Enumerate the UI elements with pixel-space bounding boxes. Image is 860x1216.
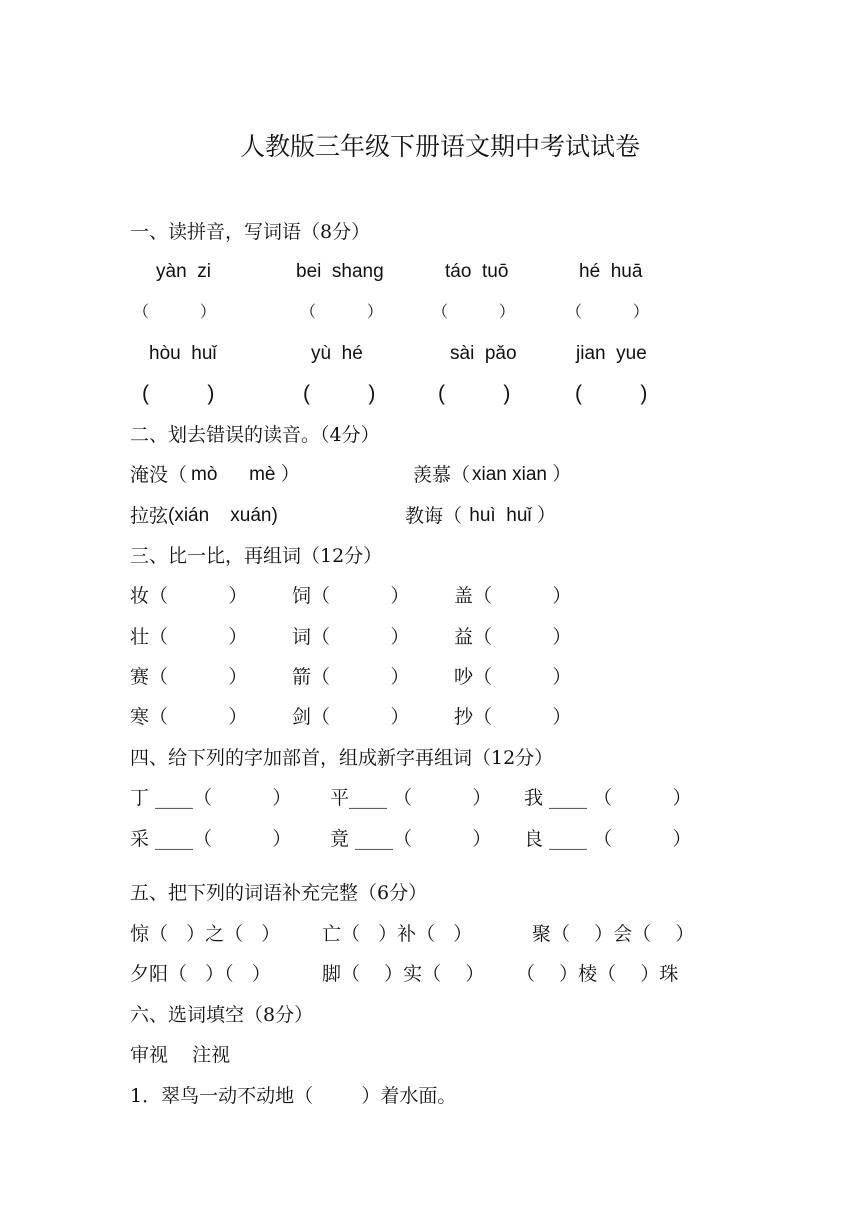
pinyin-8: jian yue bbox=[576, 343, 647, 364]
word-label: 羡慕（ bbox=[413, 464, 471, 486]
pinyin-choice[interactable]: huì huǐ ） bbox=[464, 505, 556, 526]
pinyin-choice[interactable]: mò mè ） bbox=[191, 464, 300, 485]
answer-blank[interactable]: ( ) bbox=[303, 382, 376, 405]
answer-blank[interactable]: ( ) bbox=[575, 382, 648, 405]
answer-blank[interactable]: （ ） bbox=[566, 302, 649, 321]
pinyin-5: hòu huǐ bbox=[149, 343, 217, 364]
compare-item[interactable]: 壮（ ） bbox=[130, 626, 248, 648]
section-1-heading: 一、读拼音，写词语（8分） bbox=[130, 221, 371, 243]
radical-item[interactable]: 平____ （ ） bbox=[330, 787, 492, 809]
pinyin-4: hé huā bbox=[579, 261, 643, 282]
answer-blank[interactable]: （ ） bbox=[133, 302, 216, 321]
radical-item[interactable]: 竟 ____（ ） bbox=[330, 828, 492, 850]
compare-item[interactable]: 赛（ ） bbox=[130, 666, 248, 688]
idiom-item[interactable]: 惊（ ）之（ ） bbox=[130, 923, 281, 945]
radical-item[interactable]: 丁 ____（ ） bbox=[130, 787, 292, 809]
radical-item[interactable]: 良 ____ （ ） bbox=[524, 828, 692, 850]
compare-item[interactable]: 盖（ ） bbox=[454, 585, 572, 607]
idiom-item[interactable]: （ ）棱（ ）珠 bbox=[516, 963, 679, 985]
idiom-item[interactable]: 脚（ ）实（ ） bbox=[322, 963, 485, 985]
word-label: 教诲（ bbox=[405, 505, 463, 527]
answer-blank[interactable]: ( ) bbox=[438, 382, 511, 405]
section-3-heading: 三、比一比，再组词（12分） bbox=[130, 545, 383, 567]
section-2-heading: 二、划去错误的读音。（4分） bbox=[130, 424, 380, 446]
idiom-item[interactable]: 亡（ ）补（ ） bbox=[322, 923, 473, 945]
compare-item[interactable]: 词（ ） bbox=[292, 626, 410, 648]
word-options: 审视 注视 bbox=[130, 1044, 231, 1066]
pinyin-7: sài pǎo bbox=[450, 343, 517, 364]
compare-item[interactable]: 益（ ） bbox=[454, 626, 572, 648]
compare-item[interactable]: 抄（ ） bbox=[454, 706, 572, 728]
pinyin-3: táo tuō bbox=[445, 261, 509, 282]
pinyin-choice[interactable]: xian xian ） bbox=[472, 464, 572, 485]
question-1[interactable]: 1．翠鸟一动不动地（ ）着水面。 bbox=[130, 1085, 457, 1107]
pinyin-1: yàn zi bbox=[156, 261, 211, 282]
pinyin-2: bei shang bbox=[296, 261, 384, 282]
section-4-heading: 四、给下列的字加部首，组成新字再组词（12分） bbox=[130, 747, 554, 769]
compare-item[interactable]: 剑（ ） bbox=[292, 706, 410, 728]
compare-item[interactable]: 吵（ ） bbox=[454, 666, 572, 688]
answer-blank[interactable]: ( ) bbox=[142, 382, 215, 405]
compare-item[interactable]: 箭（ ） bbox=[292, 666, 410, 688]
compare-item[interactable]: 妆（ ） bbox=[130, 585, 248, 607]
compare-item[interactable]: 饲（ ） bbox=[292, 585, 410, 607]
pinyin-choice[interactable]: (xián xuán) bbox=[168, 505, 278, 526]
radical-item[interactable]: 我 ____ （ ） bbox=[524, 787, 692, 809]
answer-blank[interactable]: （ ） bbox=[432, 302, 515, 321]
word-label: 淹没（ bbox=[130, 464, 188, 486]
idiom-item[interactable]: 聚（ ）会（ ） bbox=[532, 923, 695, 945]
radical-item[interactable]: 采 ____（ ） bbox=[130, 828, 292, 850]
section-6-heading: 六、选词填空（8分） bbox=[130, 1004, 314, 1026]
answer-blank[interactable]: （ ） bbox=[300, 302, 383, 321]
idiom-item[interactable]: 夕阳（ ）（ ） bbox=[130, 963, 271, 985]
page-title: 人教版三年级下册语文期中考试试卷 bbox=[239, 132, 640, 161]
word-label: 拉弦 bbox=[130, 505, 169, 527]
compare-item[interactable]: 寒（ ） bbox=[130, 706, 248, 728]
pinyin-6: yù hé bbox=[311, 343, 363, 364]
section-5-heading: 五、把下列的词语补充完整（6分） bbox=[130, 882, 428, 904]
